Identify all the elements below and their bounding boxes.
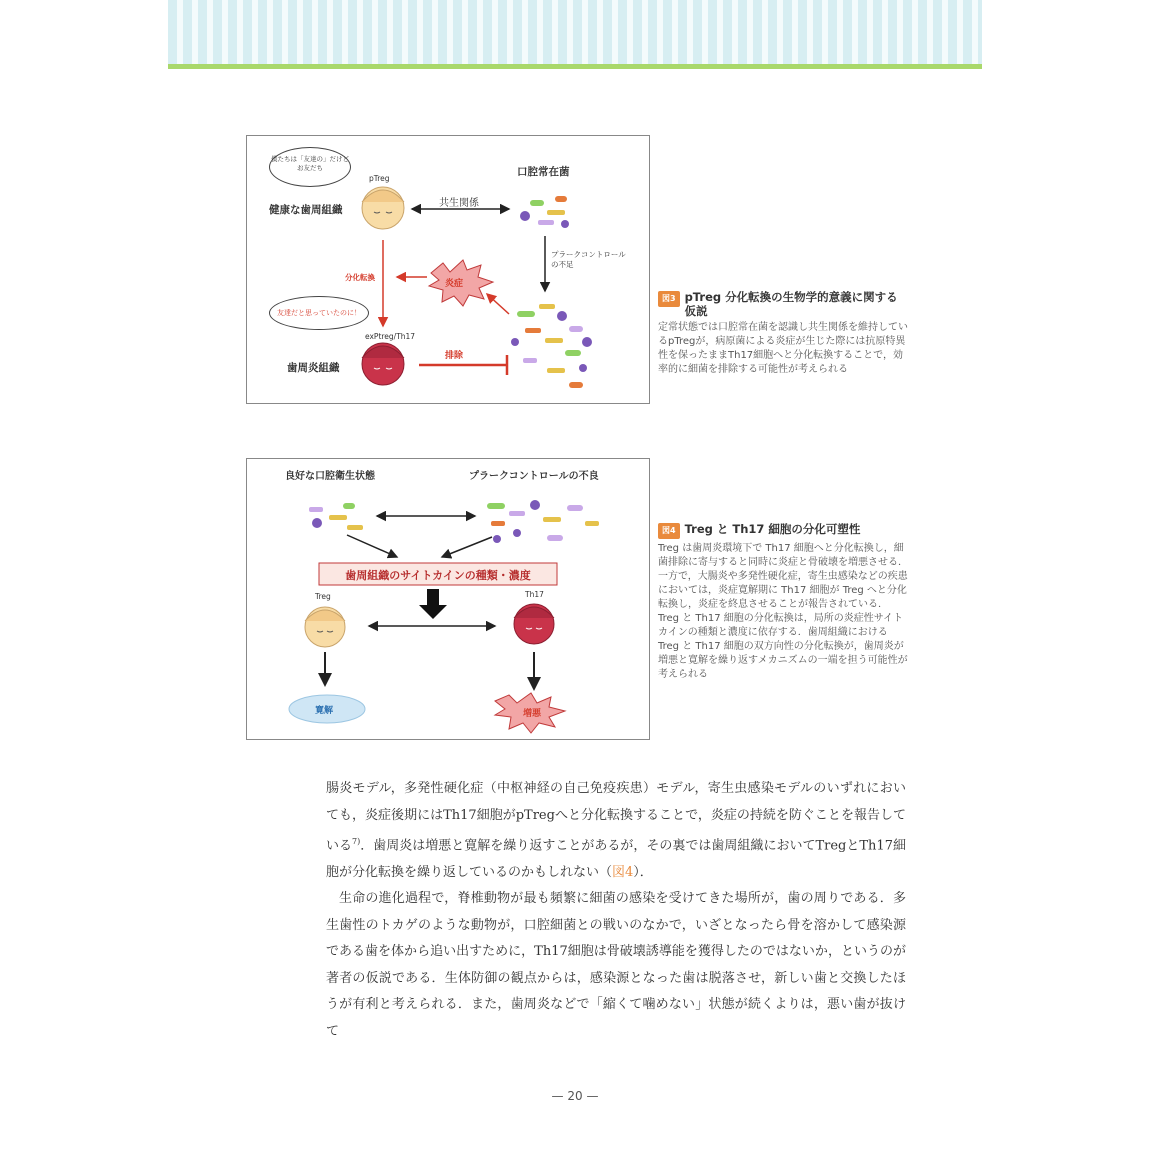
good-hygiene-bacteria-icon bbox=[309, 503, 363, 530]
label-good-hygiene: 良好な口腔衛生状態 bbox=[285, 471, 375, 482]
label-plaque-insufficient: プラークコントロールの不足 bbox=[551, 250, 626, 269]
ptreg-cell-icon bbox=[362, 187, 404, 229]
figure-3-badge: 図3 bbox=[658, 291, 680, 307]
figure-3-caption-text: 定常状態では口腔常在菌を認識し共生関係を維持しているpTregが，病原菌による炎症が生じた際には抗原特異性を保ったままTh17細胞へと分化転換することで，効率的に細菌を排除する可能性が考えられる bbox=[658, 322, 908, 375]
paragraph-1 bbox=[326, 776, 906, 886]
treg-cell-icon bbox=[305, 607, 345, 647]
label-ptreg: pTreg bbox=[369, 174, 390, 183]
figure-3 bbox=[246, 135, 650, 404]
figure-4-reference[interactable]: 図4 bbox=[612, 864, 634, 880]
label-remission: 寛解 bbox=[315, 706, 334, 716]
label-inflammation: 炎症 bbox=[445, 279, 464, 289]
label-cytokine: 歯周組織のサイトカインの種類・濃度 bbox=[345, 569, 531, 582]
pathogenic-bacteria-icon bbox=[511, 304, 592, 388]
label-exacerbation: 増悪 bbox=[523, 709, 542, 719]
paragraph-1-part-c: ）． bbox=[633, 864, 653, 880]
label-exclusion: 排除 bbox=[445, 351, 464, 361]
label-symbiosis: 共生関係 bbox=[439, 198, 479, 209]
label-resident-bacteria: 口腔常在菌 bbox=[517, 166, 570, 178]
paragraph-2: 生命の進化過程で，脊椎動物が最も頻繁に細菌の感染を受けてきた場所が，歯の周りである．多生歯性のトカゲのような動物が，口腔細菌との戦いのなかで，いざとなったら骨を溶かして感染源である歯を体から追い出すために，Th17細胞は骨破壊誘導能を獲得したのではないか，というのが著者の仮説である．生体防御の観点からは，感染源となった歯は脱落させ，新しい歯と交換したほうが有利と考えられる．また，歯周炎などで「縮くて噛めない」状態が続くよりは，悪い歯が抜けて bbox=[326, 891, 906, 1039]
label-th17: Th17 bbox=[525, 590, 544, 599]
figure-4 bbox=[246, 458, 650, 740]
speech-bubble-friends: 僕たちは「友達の」だけどお友だち bbox=[269, 147, 351, 187]
figure-4-badge: 図4 bbox=[658, 523, 680, 539]
paragraph-1-part-b: ．歯周炎は増悪と寛解を繰り返すことがあるが，その裏では歯周組織においてTregとTh17細胞が分化転換を繰り返しているのかもしれない（ bbox=[326, 838, 906, 880]
figure-3-title: pTreg 分化転換の生物学的意義に関する仮説 bbox=[684, 290, 898, 318]
paragraph-1-part-a: 腸炎モデル，多発性硬化症（中枢神経の自己免疫疾患）モデル，寄生虫感染モデルのいずれにおいても，炎症後期にはTh17細胞がpTregへと分化転換することで，炎症の持続を防ぐことを報告している bbox=[326, 781, 906, 854]
label-periodontitis-tissue: 歯周炎組織 bbox=[287, 362, 340, 374]
poor-plaque-bacteria-icon bbox=[487, 500, 599, 543]
label-transdifferentiation: 分化転換 bbox=[345, 273, 375, 282]
label-healthy-tissue: 健康な歯周組織 bbox=[269, 204, 343, 216]
body-text bbox=[326, 776, 906, 1045]
speech-bubble-betrayed: 友達だと思っていたのに！ bbox=[269, 296, 369, 330]
label-treg: Treg bbox=[315, 592, 331, 601]
label-exptreg-th17: exPtreg/Th17 bbox=[365, 332, 416, 341]
th17-cell-icon bbox=[514, 604, 554, 644]
figure-4-caption-text: Treg は歯周炎環境下で Th17 細胞へと分化転換し，細菌排除に寄与すると同時に炎症と骨破壊を増悪させる．一方で，大腸炎や多発性硬化症，寄生虫感染などの疾患においては，炎症寛解期に Th17 細胞が Treg へと分化転換し，炎症を終息させることが報告されている．Treg と Th17 細胞の分化転換は，局所の炎症性サイトカインの種類と濃度に依存する．歯周組織における Treg と Th17 細胞の双方向性の分化転換が，歯周炎が増悪と寛解を繰り返すメカニズムの一端を担う可能性が考えられる bbox=[658, 543, 908, 680]
page-number: — 20 — bbox=[551, 1089, 599, 1103]
th17-cell-icon bbox=[362, 343, 404, 385]
figure-3-caption bbox=[658, 290, 908, 377]
label-poor-plaque: プラークコントロールの不良 bbox=[469, 471, 599, 482]
header-rule bbox=[168, 64, 982, 69]
figure-4-title: Treg と Th17 細胞の分化可塑性 bbox=[684, 522, 861, 536]
figure-4-caption bbox=[658, 522, 908, 682]
citation-7: 7) bbox=[352, 837, 361, 846]
header-banner bbox=[168, 0, 982, 64]
figure-4-diagram bbox=[247, 459, 649, 739]
resident-bacteria-icon bbox=[520, 196, 569, 228]
